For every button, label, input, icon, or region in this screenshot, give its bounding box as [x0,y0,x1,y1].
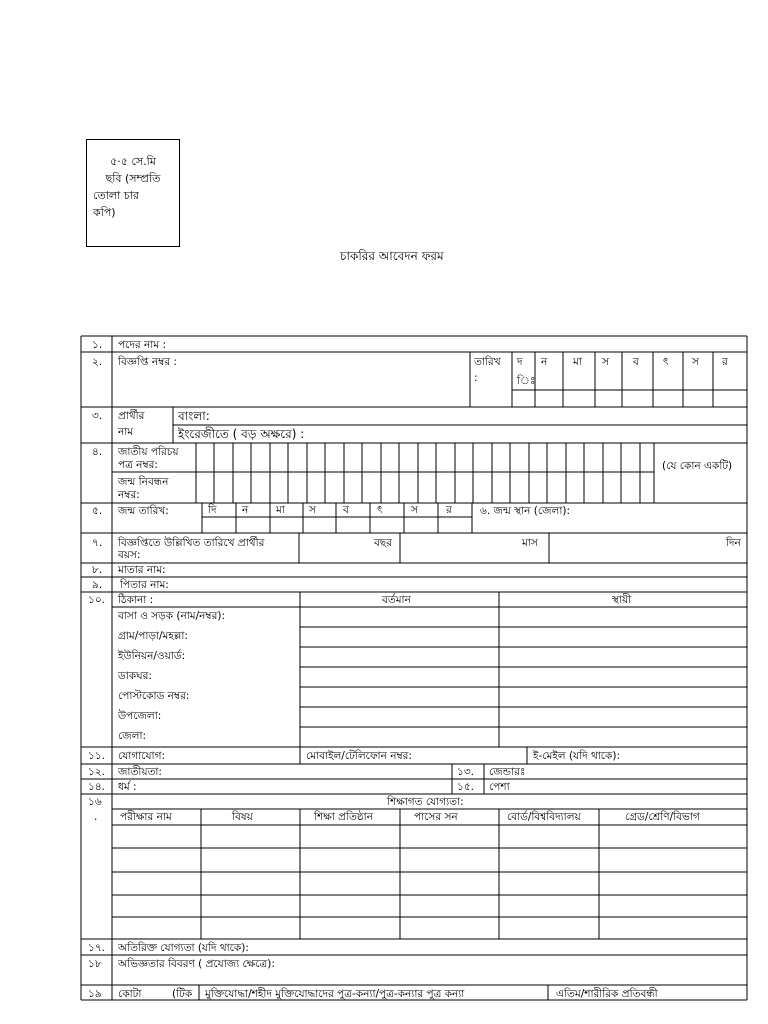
occupation-label: পেশা [489,781,510,793]
row-15-number: ১৫. [457,781,474,793]
row-19-number: ১৯ [88,988,102,1000]
address-post-office: ডাকঘর: [118,670,152,682]
date-cell-day: দ [517,356,523,368]
photo-desc-text: ছবি (সম্প্রতি [105,172,161,185]
freedom-fighter-quota[interactable]: মুক্তিযোদ্ধা/শহীদ মুক্তিযোদ্ধাদের পুত্র-কন্যা/পুত্র-কন্যার পুত্র কন্যা [205,988,465,1000]
applicant-name-label-2: নাম [118,426,134,438]
row-11-number: ১১. [88,750,105,762]
address-union: ইউনিয়ন/ওয়ার্ড: [118,650,186,662]
quota-tick-label: (টিক [172,988,193,1000]
religion-label: ধর্ম : [118,781,137,793]
education-label: শিক্ষাগত যোগ্যতা: [387,796,464,808]
birth-date-label: জন্ম তারিখ: [118,505,169,517]
circular-number-label: বিজ্ঞপ্তি নম্বর : [118,356,177,368]
address-label: ঠিকানা : [118,594,154,606]
row-14-number: ১৪. [88,781,105,793]
applicant-name-label: প্রার্থীর [118,410,145,422]
father-name-label: পিতার নাম: [120,579,169,591]
date-label: তারিখ [474,356,501,368]
address-upazila: উপজেলা: [118,710,162,722]
row-18-number: ১৮ [88,958,102,970]
nationality-label: জাতীয়তা: [118,766,162,778]
date-cell-day-extra: িঃ [517,375,536,387]
date-cell-year-4: র [722,356,728,368]
post-name-label: পদের নাম : [118,339,166,351]
birth-date-cell-year-4: র [446,504,452,516]
address-house-road: বাসা ও সড়ক (নাম/নম্বর): [118,610,226,622]
address-village: গ্রাম/পাড়া/মহল্লা: [118,630,188,642]
gender-label: জেন্ডারঃ [489,766,526,778]
orphan-disabled-quota[interactable]: এতিম/শারীরিক প্রতিবন্ধী [556,988,658,1000]
edu-header-institution: শিক্ষা প্রতিষ্ঠান [314,811,373,823]
row-2-number: ২. [92,356,103,368]
row-16-dot: . [94,811,98,823]
present-address-header: বর্তমান [382,594,411,606]
age-month-label: মাস [522,537,538,549]
row-8-number: ৮. [92,564,103,576]
name-bangla-field[interactable]: বাংলা: [178,409,210,423]
birthplace-label: ৬. জন্ম স্থান (জেলা): [480,505,571,517]
experience-label: অভিজ্ঞতার বিবরণ ( প্রযোজ্য ক্ষেত্রে): [118,958,275,970]
date-label-colon: : [474,372,478,384]
row-5-number: ৫. [92,505,103,517]
permanent-address-header: স্থায়ী [612,594,632,606]
photo-desc-text-2: তোলা চার [93,189,139,202]
form-title: চাকরির আবেদন ফরম [340,249,444,263]
edu-header-grade: গ্রেড/শ্রেণি/বিভাগ [625,811,700,823]
name-english-field[interactable]: ইংরেজীতে ( বড় অক্ষরে) : [178,427,305,441]
edu-header-exam: পরীক্ষার নাম [120,811,172,823]
mother-name-label: মাতার নাম: [118,564,166,576]
row-7-number: ৭. [92,537,103,549]
row-12-number: ১২. [88,766,105,778]
row-3-number: ৩. [92,410,103,422]
edu-header-board: বোর্ড/বিশ্ববিদ্যালয় [507,811,581,823]
date-cell-year-3: স [692,356,699,368]
edu-header-subject: বিষয় [232,811,253,823]
row-1-number: ১. [92,339,103,351]
nid-label: জাতীয় পরিচয় [118,446,179,458]
birth-date-cell-day-2: ন [242,504,249,516]
quota-label: কোটা [118,988,142,1000]
birth-date-cell-day: দি [208,504,217,516]
photo-size-text: ৫·৫ সে.মি [110,155,156,168]
photo-desc-text-3: কপি) [93,206,116,219]
row-17-number: ১৭. [88,942,105,954]
date-cell-month: মা [573,356,582,368]
birth-date-cell-year: ব [343,504,349,516]
additional-qualification-label: অতিরিক্ত যোগ্যতা (যদি থাকে): [118,942,249,954]
address-district: জেলা: [118,730,147,742]
nid-label-2: পত্র নম্বর: [118,459,158,471]
row-9-number: ৯. [92,579,103,591]
age-day-label: দিন [726,537,741,549]
date-cell-day-2: ন [541,356,548,368]
date-cell-year: ব [633,356,639,368]
contact-label: যোগাযোগ: [118,750,166,762]
date-cell-month-2: স [602,356,609,368]
birth-date-cell-month-2: স [309,504,316,516]
address-postcode: পোস্টকোড নম্বর: [118,690,190,702]
birth-reg-label: জন্ম নিবন্ধন [118,476,169,488]
email-label: ই-মেইল (যদি থাকে): [533,750,621,762]
age-label: বিজ্ঞপ্তিতে উল্লিখিত তারিখে প্রার্থীর [118,537,265,549]
row-13-number: ১৩. [457,766,474,778]
age-label-2: বয়স: [118,549,141,561]
birth-date-cell-year-2: ৎ [377,504,383,516]
birth-date-cell-year-3: স [411,504,418,516]
row-10-number: ১০. [88,594,105,606]
age-year-label: বছর [374,537,392,549]
edu-header-pass-year: পাসের সন [414,811,458,823]
row-4-number: ৪. [92,446,103,458]
row-16-number: ১৬ [88,796,102,808]
either-one-note: (যে কোন একটি) [662,460,733,472]
mobile-label: মোবাইল/টেলিফোন নম্বর: [306,750,412,762]
birth-reg-label-2: নম্বর: [118,489,140,501]
date-cell-year-2: ৎ [663,356,669,368]
birth-date-cell-month: মা [276,504,285,516]
